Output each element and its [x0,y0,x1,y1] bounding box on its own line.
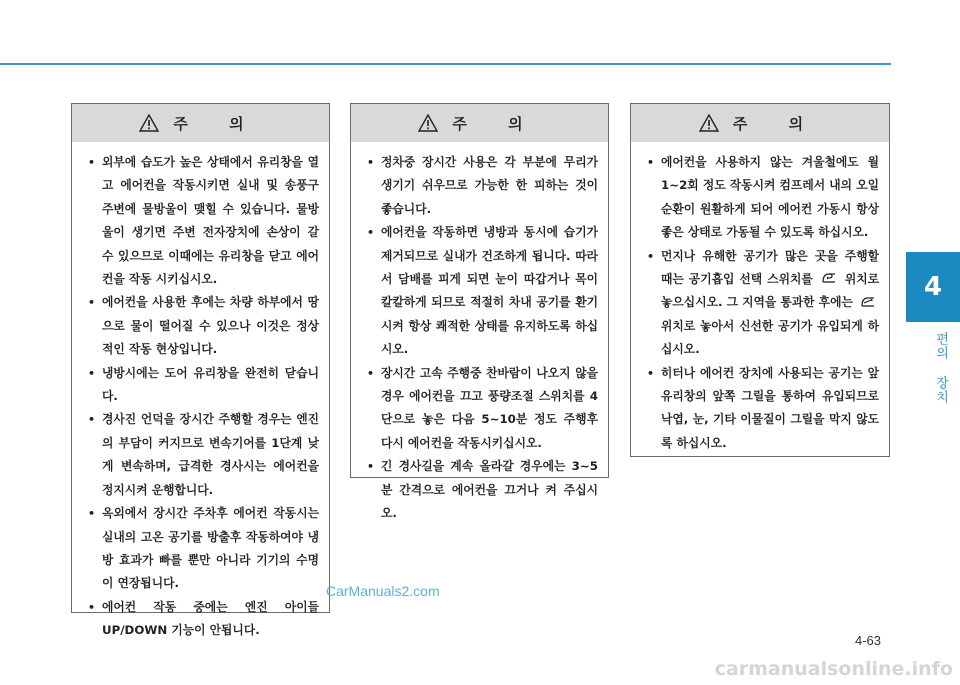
caution-list [351,142,608,526]
caution-box-2 [350,103,609,521]
list-item: • 에어컨을 사용하지 않는 겨울철에도 월 1~2회 정도 작동시켜 컴프레서 내의 오일 순환이 원활하게 되어 에어컨 가동시 항상 좋은 상태로 가동될 수 있도록 하십시오. [647,151,879,245]
list-item: • 정차중 장시간 사용은 각 부분에 무리가 생기기 쉬우므로 가능한 한 피하는 것이 좋습니다. [367,151,598,221]
page-number: 4-63 [855,633,882,648]
caution-box-1 [71,103,330,638]
list-item-text: 위치로 놓으십시오. 그 지역을 통과한 후에는 [661,272,880,310]
list-item: • 히터나 에어컨 장치에 사용되는 공기는 앞 유리창의 앞쪽 그릴을 통하여 유입되므로 낙엽, 눈, 기타 이물질이 그릴을 막지 않도록 하십시오. [647,362,879,456]
caution-header [72,104,329,142]
watermark-link[interactable]: CarManuals2.com [326,583,440,599]
caution-title: 주 의 [732,114,822,133]
list-item: • 경사진 언덕을 장시간 주행할 경우는 엔진의 부담이 커지므로 변속기어를 1단계 낮게 변속하며, 급격한 경사시는 에어컨을 정지시켜 운행합니다. [88,408,319,502]
list-item: • 옥외에서 장시간 주차후 에어컨 작동시는 실내의 고온 공기를 방출후 작동하여야 냉방 효과가 빠를 뿐만 아니라 기기의 수명이 연장됩니다. [88,502,319,596]
warning-triangle-icon [418,114,438,132]
caution-title: 주 의 [452,114,541,133]
list-item: • 긴 경사길을 계속 올라갈 경우에는 3~5분 간격으로 에어컨을 끄거나 켜 주십시오. [367,455,598,525]
top-rule [0,63,891,65]
list-item-text: 먼지나 유해한 공기가 많은 곳을 주행할 때는 공기흡입 선택 스위치를 [661,248,879,287]
list-item [647,245,879,362]
list-item: • 에어컨을 작동하면 냉방과 동시에 습기가 제거되므로 실내가 건조하게 됩니다. 따라서 담배를 피게 되면 눈이 따갑거나 목이 칼칼하게 되므로 적절히 차내 공기를 환기시켜 항상 쾌적한 상태를 유지하도록 하십시오. [367,221,598,361]
chapter-name: 편의 장치 [933,332,948,404]
chapter-number: 4 [923,272,943,302]
list-item-text: 위치로 놓아서 신선한 공기가 유입되게 하십시오. [661,318,879,357]
list-item: • 냉방시에는 도어 유리창을 완전히 닫습니다. [88,362,319,409]
fresh-air-icon [860,294,876,308]
caution-box-3 [630,103,890,457]
list-item: • 외부에 습도가 높은 상태에서 유리창을 열고 에어컨을 작동시키면 실내 및 송풍구 주변에 물방울이 맺힐 수 있습니다. 물방울이 생기면 주변 전자장치에 손상이 갈 수 있으므로 이때에는 유리창을 닫고 에어컨을 작동 시키십시오. [88,151,319,291]
warning-triangle-icon [139,114,159,132]
list-item: • 장시간 고속 주행중 찬바람이 나오지 않을 경우 에어컨을 끄고 풍량조절 스위치를 4단으로 놓은 다음 5~10분 정도 주행후 다시 에어컨을 작동시키십시오. [367,362,598,456]
caution-list [72,142,329,643]
caution-header [631,104,889,142]
recirculation-icon [821,271,837,285]
caution-list [631,142,889,455]
caution-title: 주 의 [173,114,262,133]
chapter-tab[interactable] [906,252,960,322]
warning-triangle-icon [699,114,719,132]
list-item: • 에어컨 작동 중에는 엔진 아이들 UP/DOWN 기능이 안됩니다. [88,596,319,643]
caution-header [351,104,608,142]
list-item: • 에어컨을 사용한 후에는 차량 하부에서 땅으로 물이 떨어질 수 있으나 이것은 정상적인 작동 현상입니다. [88,291,319,361]
footer-watermark: carmanualsonline.info [714,658,953,680]
